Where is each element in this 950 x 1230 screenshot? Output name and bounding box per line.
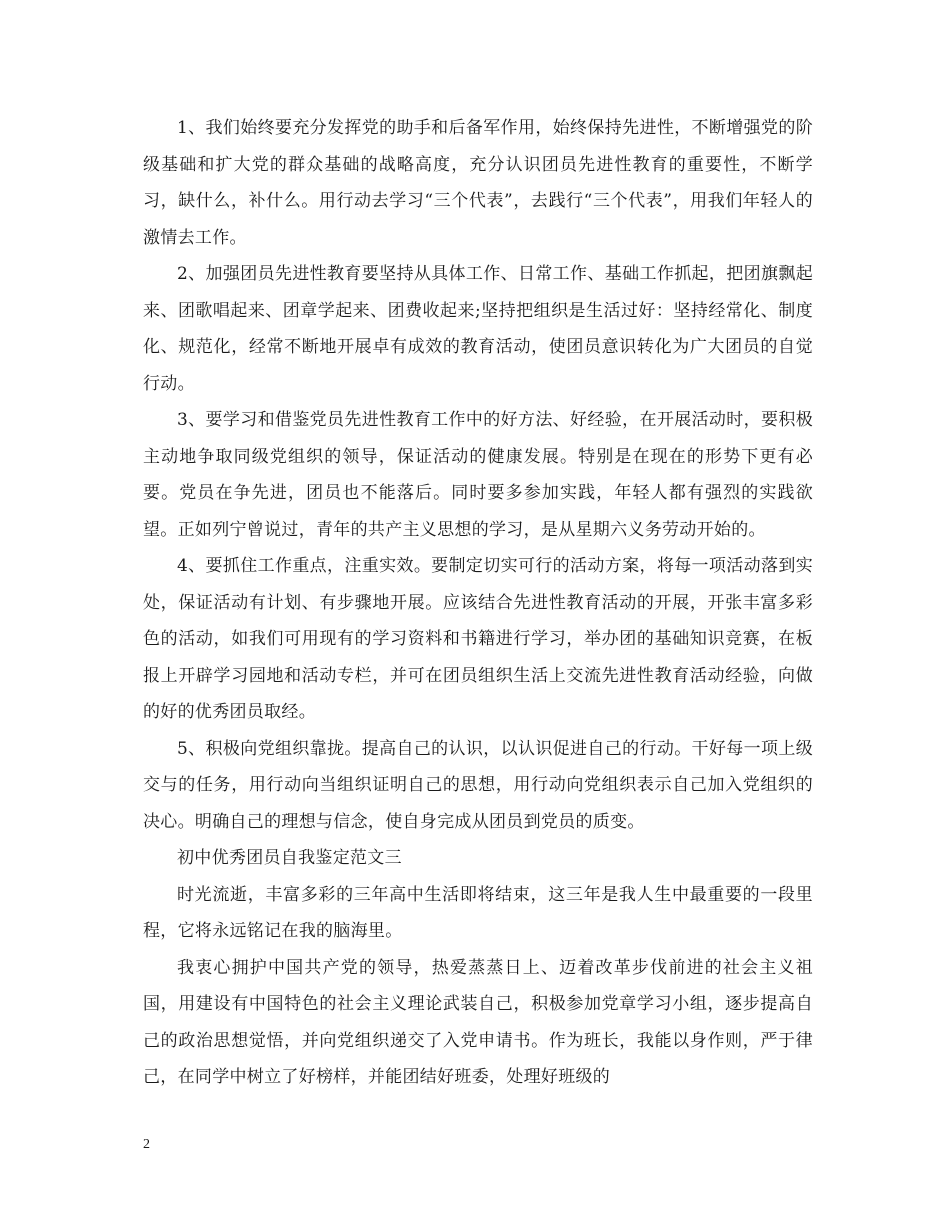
document-body bbox=[143, 110, 813, 1096]
section-heading: 初中优秀团员自我鉴定范文三 bbox=[177, 848, 402, 868]
paragraph-8: 我衷心拥护中国共产党的领导，热爱蒸蒸日上、迈着改革步伐前进的社会主义祖国，用建设有中国特色的社会主义理论武装自己，积极参加党章学习小组，逐步提高自己的政治思想觉悟，并向党组织递交了入党申请书。作为班长，我能以身作则，严于律己，在同学中树立了好榜样，并能团结好班委，处理好班级的 bbox=[143, 957, 813, 1087]
paragraph-3: 3、要学习和借鉴党员先进性教育工作中的好方法、好经验，在开展活动时，要积极主动地争取同级党组织的领导，保证活动的健康发展。特别是在现在的形势下更有必要。党员在争先进，团员也不能落后。同时要多参加实践，年轻人都有强烈的实践欲望。正如列宁曾说过，青年的共产主义思想的学习，是从星期六义务劳动开始的。 bbox=[143, 410, 813, 540]
paragraph-7: 时光流逝，丰富多彩的三年高中生活即将结束，这三年是我人生中最重要的一段里程，它将永远铭记在我的脑海里。 bbox=[143, 884, 813, 941]
paragraph-2: 2、加强团员先进性教育要坚持从具体工作、日常工作、基础工作抓起，把团旗飘起来、团歌唱起来、团章学起来、团费收起来;坚持把组织是生活过好：坚持经常化、制度化、规范化，经常不断地开展卓有成效的教育活动，使团员意识转化为广大团员的自觉行动。 bbox=[143, 264, 813, 394]
page-number: 2 bbox=[143, 1137, 150, 1152]
paragraph-5: 5、积极向党组织靠拢。提高自己的认识，以认识促进自己的行动。干好每一项上级交与的任务，用行动向当组织证明自己的思想，用行动向党组织表示自己加入党组织的决心。明确自己的理想与信念，使自身完成从团员到党员的质变。 bbox=[143, 738, 813, 832]
paragraph-4: 4、要抓住工作重点，注重实效。要制定切实可行的活动方案，将每一项活动落到实处，保证活动有计划、有步骤地开展。应该结合先进性教育活动的开展，开张丰富多彩色的活动，如我们可用现有的学习资料和书籍进行学习，举办团的基础知识竞赛，在板报上开辟学习园地和活动专栏，并可在团员组织生活上交流先进性教育活动经验，向做的好的优秀团员取经。 bbox=[143, 556, 813, 722]
paragraph-1: 1、我们始终要充分发挥党的助手和后备军作用，始终保持先进性，不断增强党的阶级基础和扩大党的群众基础的战略高度，充分认识团员先进性教育的重要性，不断学习，缺什么，补什么。用行动去学习“三个代表”，去践行“三个代表”，用我们年轻人的激情去工作。 bbox=[143, 118, 813, 248]
